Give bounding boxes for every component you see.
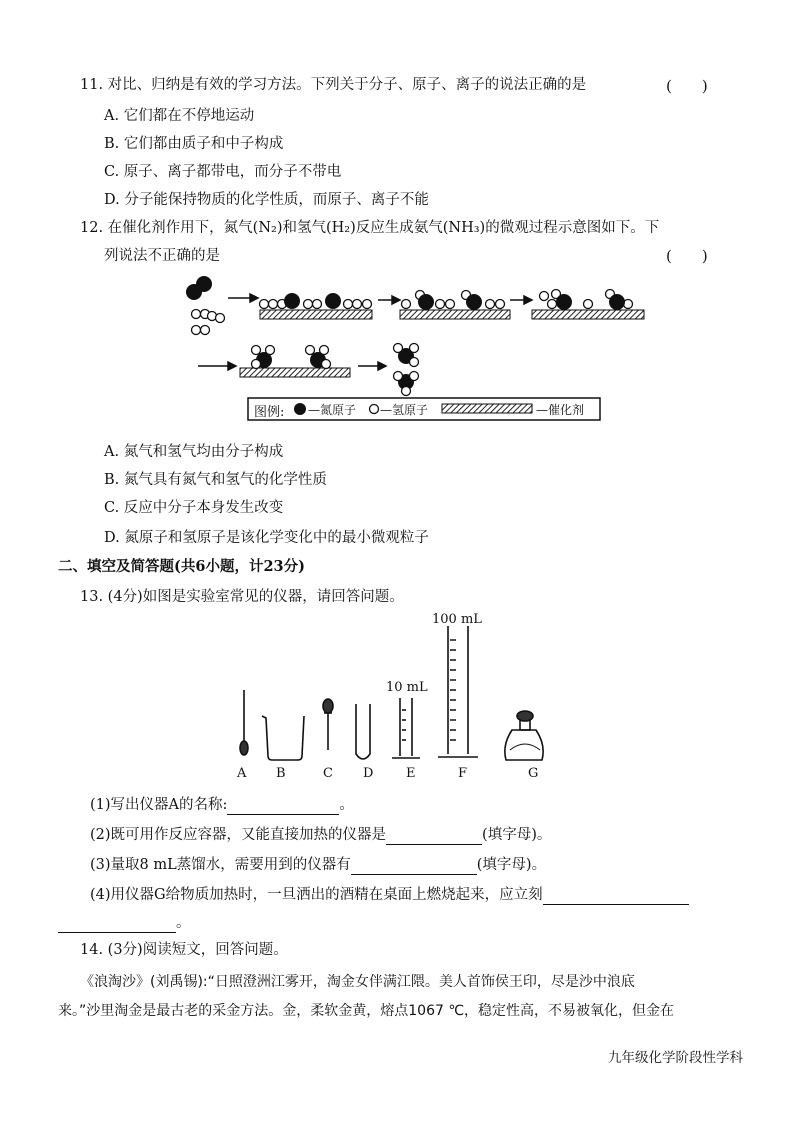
q13-sub4: [90, 885, 689, 905]
page-footer: 九年级化学阶段性学科: [608, 1050, 743, 1066]
instrument-e-10ml-cylinder: [392, 698, 420, 758]
q12-option-d: D. 氮原子和氢原子是该化学变化中的最小微观粒子: [104, 530, 429, 546]
legend-catalyst-label: —催化剂: [536, 403, 585, 417]
q12-stem-line1: 12. 在催化剂作用下，氮气(N₂)和氢气(H₂)反应生成氨气(NH₃)的微观过程示意图如下。下: [80, 220, 660, 236]
q14-passage-line1: 《浪淘沙》(刘禹锡):“日照澄洲江雾开，淘金女伴满江隈。美人首饰侯王印，尽是沙中浪底: [80, 974, 635, 990]
q12-answer-paren: ( ): [666, 247, 708, 265]
q13-sub1-end: 。: [339, 797, 354, 813]
catalyst-surface-4: [240, 368, 350, 377]
instrument-label-a: A: [237, 766, 247, 781]
h2-molecules: [192, 310, 225, 335]
instrument-f-100ml-cylinder: [438, 626, 478, 757]
q11-option-d: D. 分子能保持物质的化学性质，而原子、离子不能: [104, 192, 429, 208]
q13-sub2-text: (2)既可用作反应容器，又能直接加热的仪器是: [90, 827, 387, 843]
q12-option-a: A. 氮气和氢气均由分子构成: [104, 444, 284, 460]
section-2-heading: 二、填空及简答题(共6小题，计23分): [58, 558, 305, 575]
q13-sub3-blank[interactable]: [351, 858, 477, 875]
instrument-label-g: G: [528, 766, 539, 781]
q13-sub1: [90, 795, 354, 815]
q13-sub1-text: (1)写出仪器A的名称:: [90, 797, 228, 813]
instrument-a-spoon: [240, 690, 248, 755]
volume-10ml-label: 10 mL: [386, 680, 428, 695]
q11-answer-paren: ( ): [666, 77, 708, 95]
q13-sub2: [90, 825, 551, 845]
instrument-d-test-tube: [356, 704, 370, 759]
instrument-label-b: B: [276, 766, 286, 781]
q13-sub2-end: (填字母)。: [482, 827, 552, 843]
q12-stem-line2: 列说法不正确的是: [104, 248, 220, 264]
legend-n-label: —氮原子: [308, 403, 357, 417]
legend-catalyst-icon: [442, 404, 532, 413]
legend-h-label: —氢原子: [380, 403, 429, 417]
q13-sub3-text: (3)量取8 mL蒸馏水，需要用到的仪器有: [90, 857, 351, 873]
legend-h-atom-icon: [370, 405, 379, 414]
q14-passage-line2: 来。”沙里淘金是最古老的采金方法。金，柔软金黄，熔点1067 ℃，稳定性高，不易被氧化，但金在: [58, 1003, 675, 1019]
q11-option-c: C. 原子、离子都带电，而分子不带电: [104, 164, 342, 180]
nh3-molecules: [394, 344, 419, 396]
instrument-b-beaker: [262, 716, 304, 760]
q13-sub4-text: (4)用仪器G给物质加热时，一旦洒出的酒精在桌面上燃烧起来，应立刻: [90, 887, 543, 903]
volume-100ml-label: 100 mL: [432, 612, 482, 627]
q13-sub3: [90, 855, 546, 875]
instrument-label-e: E: [406, 766, 416, 781]
q11-stem: 11. 对比、归纳是有效的学习方法。下列关于分子、原子、离子的说法正确的是: [80, 77, 587, 93]
catalyst-surface-3: [532, 310, 644, 319]
q11-option-b: B. 它们都由质子和中子构成: [104, 136, 284, 152]
q13-sub2-blank[interactable]: [386, 828, 482, 845]
catalyst-surface-2: [400, 310, 510, 319]
q13-sub3-end: (填字母)。: [476, 857, 547, 873]
instrument-label-f: F: [458, 766, 468, 781]
q13-sub4-blank[interactable]: [543, 888, 689, 905]
n2-molecule: [186, 276, 212, 300]
legend-n-atom-icon: [294, 403, 306, 415]
q12-option-c: C. 反应中分子本身发生改变: [104, 500, 284, 516]
q11-option-a: A. 它们都在不停地运动: [104, 108, 255, 124]
instrument-label-c: C: [323, 766, 333, 781]
q13-sub4-end: 。: [176, 915, 191, 931]
instrument-label-d: D: [363, 766, 374, 781]
instrument-c-dropper: [323, 699, 333, 750]
catalyst-surface-1: [260, 310, 372, 319]
q13-sub4-continued: [58, 913, 191, 933]
lab-instruments: [220, 620, 560, 770]
instrument-g-alcohol-lamp: [505, 711, 543, 760]
q13-stem: 13. (4分)如图是实验室常见的仪器，请回答问题。: [80, 589, 404, 605]
q12-option-b: B. 氮气具有氮气和氢气的化学性质: [104, 472, 327, 488]
q13-sub4-blank-2[interactable]: [58, 916, 176, 933]
legend-prefix: 图例:: [254, 405, 285, 420]
q14-stem: 14. (3分)阅读短文，回答问题。: [80, 942, 288, 958]
q13-sub1-blank[interactable]: [227, 798, 339, 815]
